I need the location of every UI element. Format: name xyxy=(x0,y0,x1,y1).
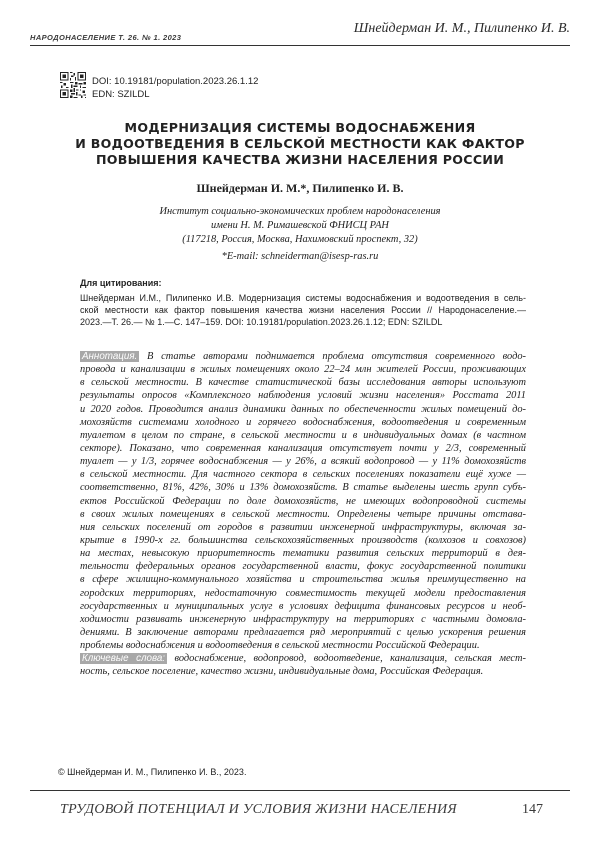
abstract-line: государственных и муниципальных услуг в условиях дефицита финансовых ресурсов и необ- xyxy=(80,600,526,612)
abstract-line: в сельской местности. В качестве статистической базы исследования авторы используют xyxy=(80,377,526,389)
running-header-journal: НАРОДОНАСЕЛЕНИЕ Т. 26. № 1. 2023 xyxy=(30,33,182,42)
abstract-line: секторе). Показано, что современная канализация отсутствует почти у 2/3, современный xyxy=(80,442,526,454)
running-header-authors: Шнейдерман И. М., Пилипенко И. В. xyxy=(353,21,570,36)
abstract-line: соответственно, 81%, 42%, 30% и 13% домохозяйств. В статье выделены шесть групп субъ- xyxy=(80,482,526,494)
qr-code-icon xyxy=(60,72,86,98)
abstract-line: в сфере жилищно-коммунального хозяйства и строительства жилья преимущественно на xyxy=(80,574,526,586)
affiliation-line: имени Н. М. Римашевской ФНИСЦ РАН xyxy=(211,220,389,231)
abstract-line: в сельской местности. Для частного сектора в сельских поселениях показатели ещё хуже — xyxy=(80,469,526,481)
edn-text: EDN: SZILDL xyxy=(92,88,150,100)
citation-line: ской местности как фактор повышения качества жизни населения России // Народонаселение.— xyxy=(80,305,526,315)
keywords-line-text: водоснабжение, водопровод, водоотведение, канализация, сельская мест- xyxy=(167,653,527,665)
doi-text: DOI: 10.19181/population.2023.26.1.12 xyxy=(92,76,259,87)
keywords-label: Ключевые слова: xyxy=(82,653,166,665)
author-affiliation xyxy=(80,205,520,247)
abstract-line: провода и канализации в жилых помещениях около 22–24 млн жителей России, проживающих xyxy=(80,364,526,376)
abstract-line: в своих жилых помещениях в сельской местности. Определены четыре причины отстава- xyxy=(80,508,526,520)
keywords-line: ность, сельское поселение, качество жизни, индивидуальные дома, Российская Федерация. xyxy=(80,666,484,678)
abstract-line: дениями. В заключение авторами предлагается ряд мероприятий с целью ускорения решения xyxy=(80,626,526,638)
abstract-line: туалетом в целом по стране, в сельской местности и в индивидуальных домах (в частном xyxy=(80,429,526,441)
page-number: 147 xyxy=(522,802,543,817)
abstract-line: ходимости развивать инженерную инфраструктуру на территориях с частными домовла- xyxy=(80,613,526,625)
article-identifiers xyxy=(92,76,258,101)
abstract-line: крытие в 1990-х гг. большинства сельскохозяйственных производств (колхозов и совхозов) xyxy=(80,534,526,546)
abstract-block xyxy=(80,350,526,679)
abstract-line xyxy=(80,350,526,363)
abstract-line-text: В статье авторами поднимается проблема отсутствия современного водо- xyxy=(139,351,526,362)
abstract-line: проблемы водоснабжения и водоотведения в сельской местности Российской Федерации. xyxy=(80,640,480,652)
abstract-line: результаты опросов «Комплексного наблюдения условий жизни населения» Росстата 2011 xyxy=(80,390,526,402)
abstract-label: Аннотация. xyxy=(82,351,138,362)
abstract-line: тельности федеральных органов государственной власти, фокус государственной политики xyxy=(80,561,526,573)
abstract-line: на местах, невысокую приоритетность тематики развития сельских территорий в дея- xyxy=(80,548,526,560)
affiliation-line: Институт социально-экономических проблем народонаселения xyxy=(159,206,441,217)
affiliation-line: (117218, Россия, Москва, Нахимовский проспект, 32) xyxy=(182,234,418,245)
footer-divider xyxy=(30,790,570,791)
abstract-line: ектов Российской Федерации по доле домохозяйств, не имеющих водопроводной системы xyxy=(80,495,526,507)
title-line: ПОВЫШЕНИЯ КАЧЕСТВА ЖИЗНИ НАСЕЛЕНИЯ РОССИИ xyxy=(95,152,505,167)
abstract-line: мохозяйств системами холодного и горячего водоснабжения, водоотведения и современным xyxy=(80,416,526,428)
citation-line: 2023.—Т. 26.— № 1.—С. 147–159. DOI: 10.19181/population.2023.26.1.12; EDN: SZILDL xyxy=(80,317,443,327)
footer-section-title: ТРУДОВОЙ ПОТЕНЦИАЛ И УСЛОВИЯ ЖИЗНИ НАСЕЛЕНИЯ xyxy=(60,802,457,817)
abstract-line: ния сельских поселений от городов в развитии инженерной инфраструктуры, включая за- xyxy=(80,521,526,533)
author-email: *E-mail: schneiderman@isesp-ras.ru xyxy=(221,251,379,262)
header-divider xyxy=(30,45,570,46)
abstract-line: городских территориях, недостаточную совместимость текущей модели предоставления xyxy=(80,587,526,599)
copyright-notice: © Шнейдерман И. М., Пилипенко И. В., 2023. xyxy=(58,767,247,777)
abstract-line: туалет — у 1/3, горячее водоснабжения — у 26%, а всякий водопровод — у 11% домохозяйств xyxy=(80,456,526,468)
citation-label: Для цитирования: xyxy=(80,278,162,288)
citation-line: Шнейдерман И.М., Пилипенко И.В. Модернизация системы водоснабжения и водоотведения в сель- xyxy=(80,293,526,303)
keywords-line xyxy=(80,652,526,665)
title-line: МОДЕРНИЗАЦИЯ СИСТЕМЫ ВОДОСНАБЖЕНИЯ xyxy=(124,120,476,135)
citation-text xyxy=(80,292,526,328)
article-authors: Шнейдерман И. М.*, Пилипенко И. В. xyxy=(196,181,404,195)
title-line: И ВОДООТВЕДЕНИЯ В СЕЛЬСКОЙ МЕСТНОСТИ КАК ФАКТОР xyxy=(75,136,525,151)
abstract-line: и 2020 годов. Проводится анализ динамики данных по обеспеченности жилых помещений до- xyxy=(80,403,526,415)
article-title xyxy=(40,120,560,168)
